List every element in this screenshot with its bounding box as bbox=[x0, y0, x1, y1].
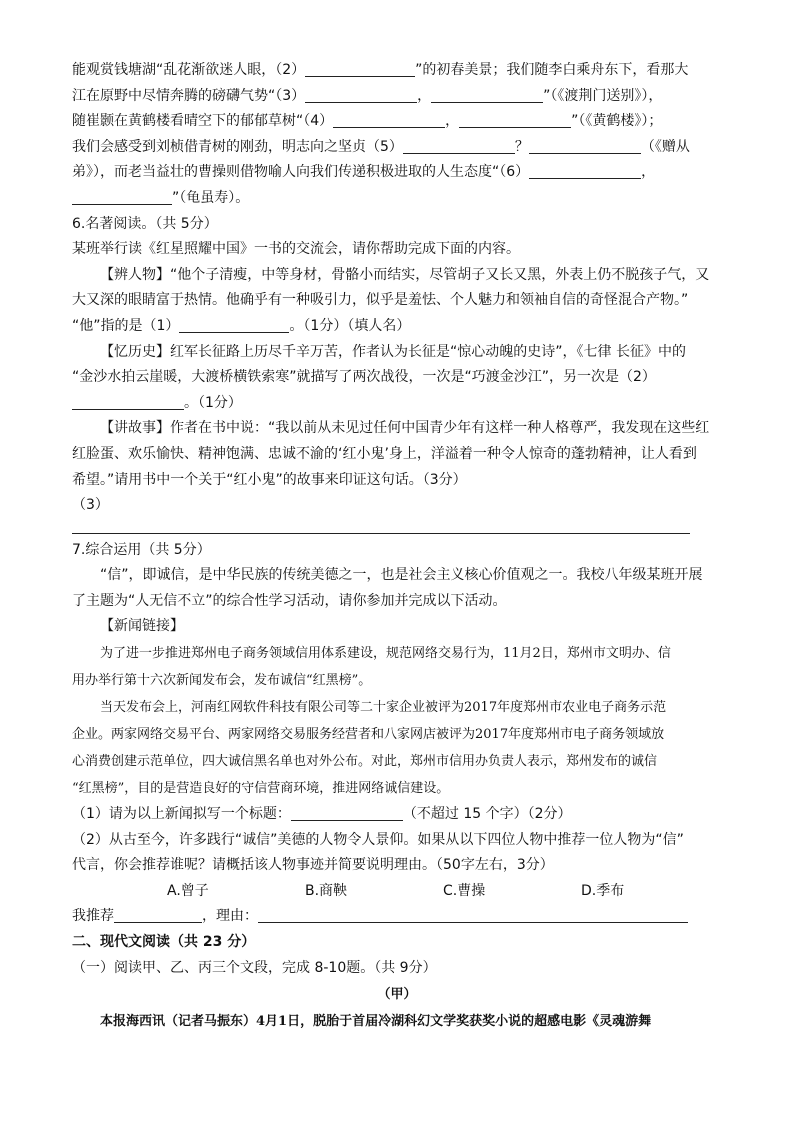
answer-blank[interactable] bbox=[72, 393, 184, 410]
question-6-title: 6.名著阅读。（共 5分） bbox=[72, 215, 218, 232]
poem-line-6: ”（龟虽寿）。 bbox=[72, 186, 722, 212]
poem-line-3: 随崔颢在黄鹤楼看晴空下的郁郁草树“（4） ， ”（《黄鹤楼》）； bbox=[72, 113, 663, 130]
answer-blank[interactable] bbox=[114, 906, 202, 923]
answer-blank[interactable] bbox=[291, 804, 403, 821]
question-7-title: 7.综合运用（共 5分） bbox=[72, 541, 211, 558]
poem-line-2: 江在原野中尽情奔腾的磅礴气势“（3） ， ”（《渡荆门送别》）， bbox=[72, 87, 663, 104]
answer-blank[interactable] bbox=[179, 316, 289, 333]
answer-line[interactable] bbox=[72, 519, 690, 534]
option-a[interactable]: A.曾子 bbox=[167, 882, 209, 899]
option-list bbox=[72, 879, 722, 905]
poem-line-5: 弟》），而老当益壮的曹操则借物喻人向我们传递积极进取的人生态度“（6） ， bbox=[72, 164, 656, 181]
section-2-title: 二、现代文阅读（共 23 分） bbox=[72, 934, 256, 951]
answer-blank[interactable] bbox=[403, 137, 515, 154]
answer-blank[interactable] bbox=[431, 86, 543, 103]
news-paragraph-2: 当天发布会上，河南红网软件科技有限公司等二十家企业被评为2017年度郑州市农业电子商务示范 bbox=[100, 700, 667, 716]
subquestion-1: （1）请为以上新闻拟写一个标题： （不超过 15 个字）（2分） bbox=[72, 806, 572, 823]
tell-story: 【讲故事】作者在书中说：“我以前从未见过任何中国青少年有这样一种人格尊严，我发现在这些红 bbox=[100, 420, 710, 437]
news-link-heading: 【新闻链接】 bbox=[100, 618, 184, 635]
answer-blank[interactable] bbox=[258, 906, 688, 923]
option-b[interactable]: B.商鞅 bbox=[305, 882, 348, 899]
answer-blank[interactable] bbox=[529, 162, 641, 179]
answer-blank[interactable] bbox=[305, 86, 417, 103]
answer-blank[interactable] bbox=[459, 111, 571, 128]
identify-character-prompt: “他”指的是（1） 。（1分）（填人名） bbox=[72, 317, 411, 334]
poem-line-4: 我们会感受到刘桢借青树的刚劲，明志向之坚贞（5） ？ （《赠从 bbox=[72, 138, 690, 155]
recommend-line: 我推荐 ，理由： bbox=[72, 904, 722, 930]
option-c[interactable]: C.曹操 bbox=[443, 882, 486, 899]
text-jia-label: （甲） bbox=[377, 987, 417, 1003]
question-6-intro: 某班举行读《红星照耀中国》一书的交流会，请你帮助完成下面的内容。 bbox=[72, 241, 520, 258]
subquestion-2: （2）从古至今，许多践行“诚信”美德的人物令人景仰。如果从以下四位人物中推荐一位人物为“信” bbox=[72, 831, 684, 848]
text-jia-paragraph: 本报海西讯（记者马振东）4月1日，脱胎于首届冷湖科幻文学奖获奖小说的超感电影《灵魂游舞 bbox=[100, 1014, 652, 1030]
answer-blank[interactable] bbox=[529, 137, 641, 154]
exam-page: 能观赏钱塘湖“乱花渐欲迷人眼，（2） ”的初春美景；我们随李白乘舟东下，看那大 江在原野中尽情奔腾的磅礴气势“（3） ， ”（《渡荆门送别》）， 随崔颢在黄鹤楼看晴空下的郁郁草树“（4） ， ”（《黄鹤楼》）； 我们会感受到刘桢借青树的刚劲，明志向之坚贞（5） ？ （《赠从 弟》），而老当益壮的曹操则借物喻人向我们传递积极进取的人生态度“（6） ， ”（龟虽寿）。 6.名著阅读。（共 5分） 某班举行读《红星照耀中国》一书的交流会，请你帮助完成下面的内容。 【辨人物】“他个子清瘦，中等身材，骨骼小而结实，尽管胡子又长又黑，外表上仍不脱孩子气，又 大又深的眼睛富于热情。他确乎有一种吸引力，似乎是羞怯、个人魅力和领袖自信的奇怪混合产物。” “他”指的是（1） 。（1分）（填人名） 【忆历史】红军长征路上历尽千辛万苦，作者认为长征是“惊心动魄的史诗”，《七律 长征》中的 “金沙水拍云崖暖，大渡桥横铁索寒”就描写了两次战役，一次是“巧渡金沙江”，另一次是（2） 。（1分） 【讲故事】作者在书中说：“我以前从未见过任何中国青少年有这样一种人格尊严，我发现在这些红 红脸蛋、欢乐愉快、精神饱满、忠诚不渝的‘红小鬼’身上，洋溢着一种令人惊奇的蓬勃精神，让人看到 希望。”请用书中一个关于“红小鬼”的故事来印证这句话。（3分） （3） 7.综合运用（共 5分） “信”，即诚信，是中华民族的传统美德之一，也是社会主义核心价值观之一。我校八年级某班开展 了主题为“人无信不立”的综合性学习活动，请你参加并完成以下活动。 【新闻链接】 为了进一步推进郑州电子商务领域信用体系建设，规范网络交易行为，11月2日，郑州市文明办、信 用办举行第十六次新闻发布会，发布诚信“红黑榜”。 当天发布会上，河南红网软件科技有限公司等二十家企业被评为2017年度郑州市农业电子商务示范 企业。两家网络交易平台、两家网络交易服务经营者和八家网店被评为2017年度郑州市电子商务领域放 心消费创建示范单位，四大诚信黑名单也对外公布。对此，郑州市信用办负责人表示，郑州发布的诚信 “红黑榜”，目的是营造良好的守信营商环境，推进网络诚信建设。 （1）请为以上新闻拟写一个标题： （不超过 15 个字）（2分） （2）从古至今，许多践行“诚信”美德的人物令人景仰。如果从以下四位人物中推荐一位人物为“信” 代言，你会推荐谁呢？请概括该人物事迹并简要说明理由。（50字左右，3分） A.曾子 B.商鞅 C.曹操 D.季布 我推荐 ，理由： 二、现代文阅读（共 23 分） （一）阅读甲、乙、丙三个文段，完成 8-10题。（共 9分） （甲） 本报海西讯（记者马振东）4月1日，脱胎于首届冷湖科幻文学奖获奖小说的超感电影《灵魂游舞 bbox=[72, 58, 722, 1035]
answer-blank[interactable] bbox=[72, 188, 172, 205]
answer-blank[interactable] bbox=[333, 111, 445, 128]
answer-blank[interactable] bbox=[305, 60, 415, 77]
question-7-intro: “信”，即诚信，是中华民族的传统美德之一，也是社会主义核心价值观之一。我校八年级某班开展 bbox=[100, 567, 703, 584]
option-d[interactable]: D.季布 bbox=[581, 882, 625, 899]
recall-history: 【忆历史】红军长征路上历尽千辛万苦，作者认为长征是“惊心动魄的史诗”，《七律 长征》中的 bbox=[100, 343, 686, 360]
poem-line-1: 能观赏钱塘湖“乱花渐欲迷人眼，（2） ”的初春美景；我们随李白乘舟东下，看那大 bbox=[72, 62, 689, 78]
news-paragraph-1: 为了进一步推进郑州电子商务领域信用体系建设，规范网络交易行为，11月2日，郑州市文明办、信 bbox=[100, 646, 671, 662]
identify-character: 【辨人物】“他个子清瘦，中等身材，骨骼小而结实，尽管胡子又长又黑，外表上仍不脱孩子气，又 bbox=[100, 266, 710, 283]
section-2-subtitle: （一）阅读甲、乙、丙三个文段，完成 8-10题。（共 9分） bbox=[72, 959, 437, 976]
